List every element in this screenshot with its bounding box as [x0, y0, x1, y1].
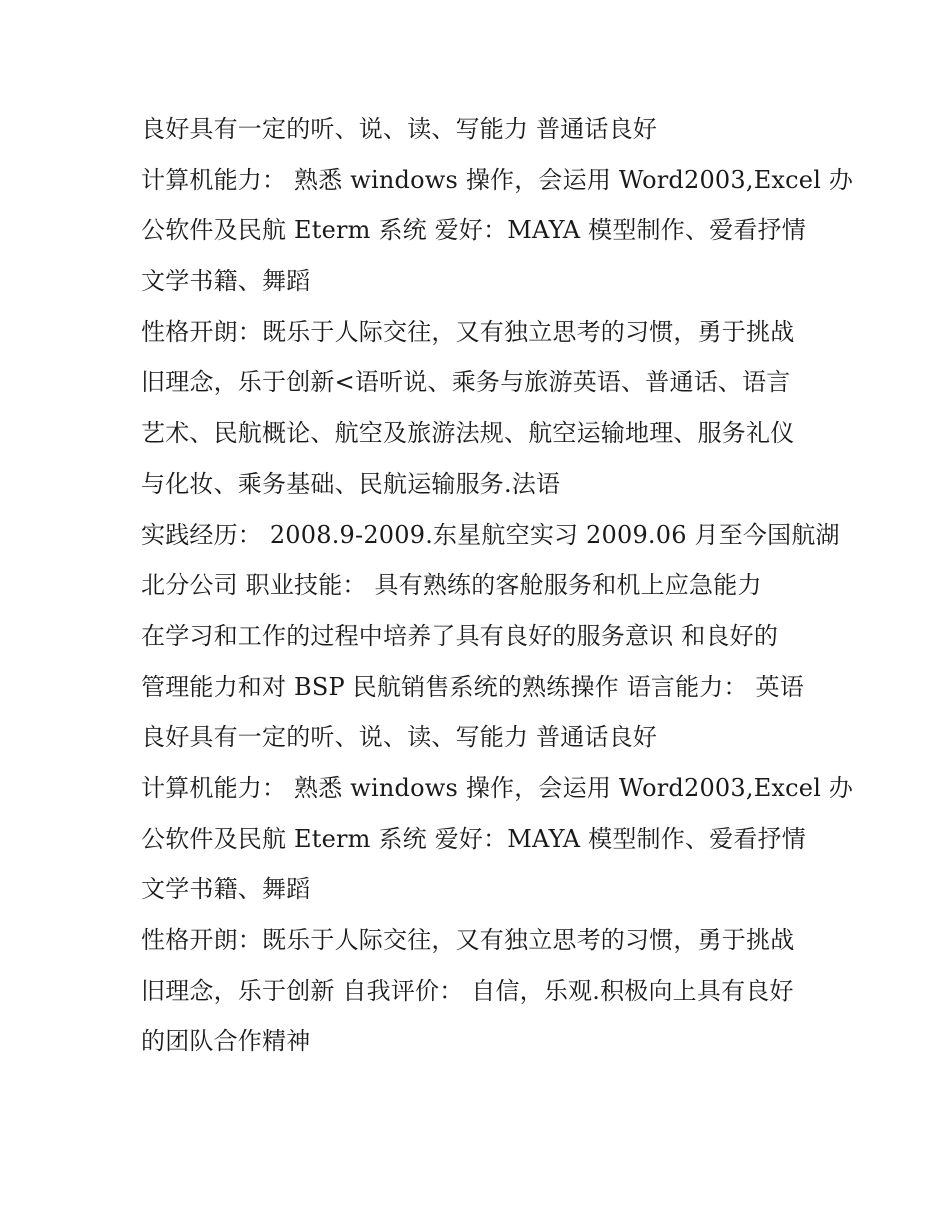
- text-line: 的团队合作精神: [141, 1027, 311, 1056]
- text-line: 计算机能力： 熟悉 windows 操作，会运用 Word2003,Excel 办: [141, 773, 854, 802]
- text-line: 在学习和工作的过程中培养了具有良好的服务意识 和良好的: [141, 621, 779, 650]
- text-line: 性格开朗：既乐于人际交往，又有独立思考的习惯，勇于挑战: [141, 317, 795, 346]
- resume-text-block: [141, 108, 854, 1071]
- text-line: 管理能力和对 BSP 民航销售系统的熟练操作 语言能力： 英语: [141, 672, 804, 701]
- text-line: 北分公司 职业技能： 具有熟练的客舱服务和机上应急能力: [141, 571, 762, 600]
- text-line: 计算机能力： 熟悉 windows 操作，会运用 Word2003,Excel 办: [141, 165, 854, 194]
- text-line: 旧理念，乐于创新 自我评价： 自信，乐观.积极向上具有良好: [141, 976, 794, 1005]
- text-line: 文学书籍、舞蹈: [141, 267, 311, 296]
- text-line: 良好具有一定的听、说、读、写能力 普通话良好: [141, 115, 658, 143]
- text-line: 旧理念，乐于创新<语听说、乘务与旅游英语、普通话、语言: [141, 368, 791, 397]
- text-line: 实践经历： 2008.9-2009.东星航空实习 2009.06 月至今国航湖: [141, 520, 840, 549]
- text-line: 公软件及民航 Eterm 系统 爱好：MAYA 模型制作、爱看抒情: [141, 216, 806, 245]
- text-line: 文学书籍、舞蹈: [141, 875, 311, 904]
- text-line: 良好具有一定的听、说、读、写能力 普通话良好: [141, 723, 658, 752]
- text-line: 艺术、民航概论、航空及旅游法规、航空运输地理、服务礼仪: [141, 419, 795, 448]
- text-line: 性格开朗：既乐于人际交往，又有独立思考的习惯，勇于挑战: [141, 926, 795, 954]
- text-line: 与化妆、乘务基础、民航运输服务.法语: [141, 469, 561, 498]
- text-line: 公软件及民航 Eterm 系统 爱好：MAYA 模型制作、爱看抒情: [141, 824, 806, 853]
